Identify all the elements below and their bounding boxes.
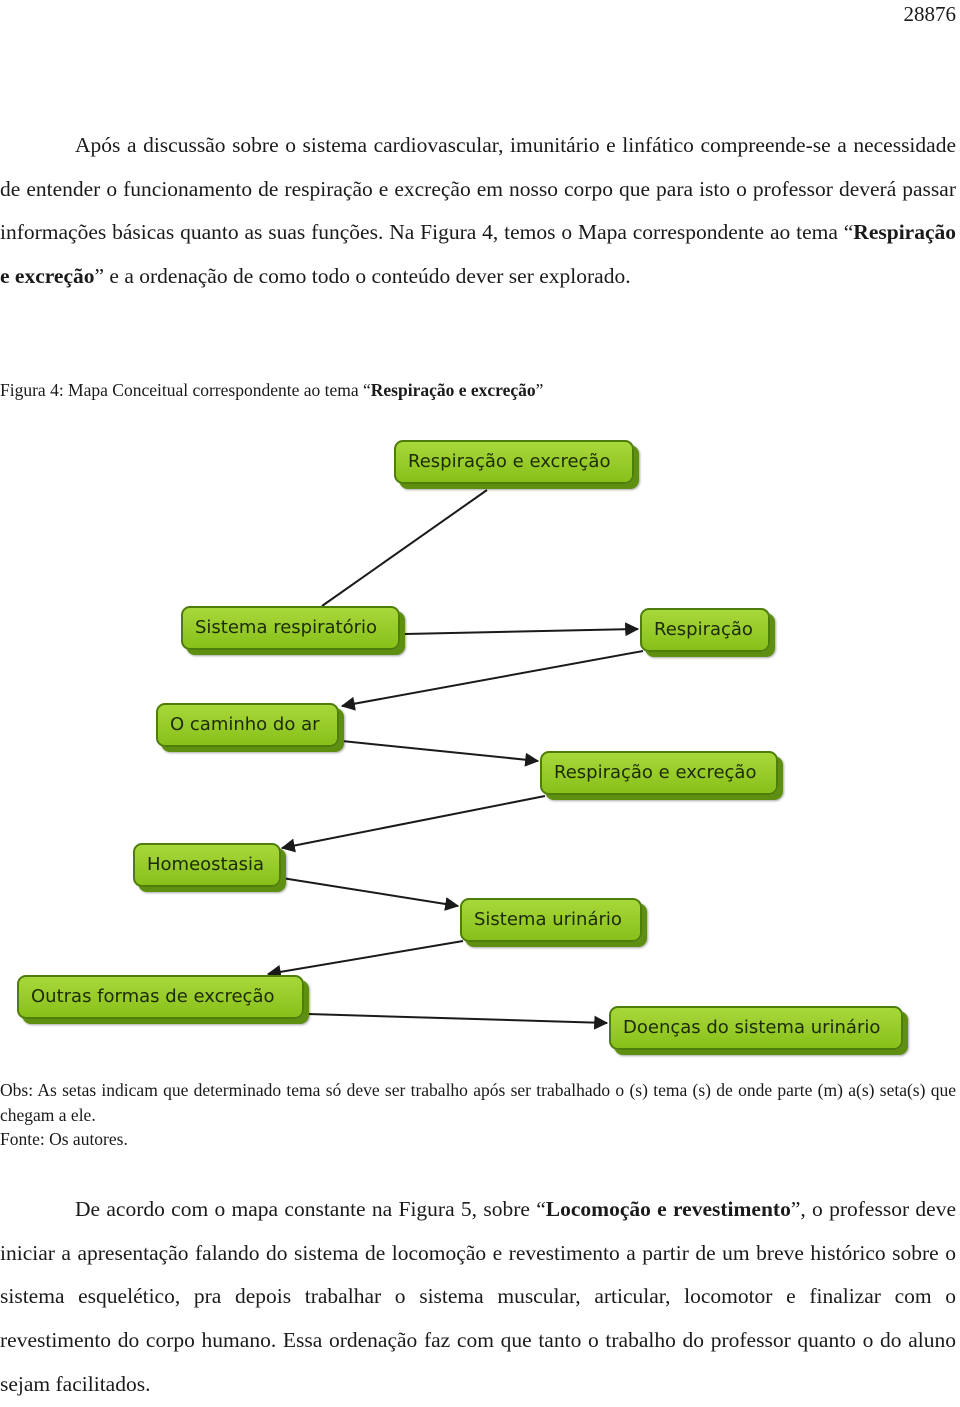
locomocao-text-2: ”, o professor deve iniciar a apresentação falando do sistema de locomoção e revestimento a partir de um breve histórico sobre o sistema esquelético, pra depois trabalhar o sistema muscular, articular, locomotor e finalizar com o revestimento do corpo humano. Essa ordenação faz com que tanto o trabalho do professor quanto o do aluno sejam facilitados. (0, 1197, 956, 1396)
figure-notes (0, 1078, 956, 1152)
edge-outras-formas-to-doencas (308, 1014, 607, 1023)
intro-bold-topic: Respiração e excreção (0, 220, 956, 289)
node-homeostasia: Homeostasia (133, 843, 281, 887)
node-outras-formas-de-excrecao: Outras formas de excreção (17, 975, 304, 1019)
caption-prefix: Figura 4: Mapa Conceitual correspondente ao tema “ (0, 380, 371, 400)
node-sistema-urinario: Sistema urinário (460, 898, 642, 942)
edge-respiracao-excrecao-to-homeostasia (282, 796, 545, 848)
node-respiracao-e-excrecao-root: Respiração e excreção (394, 440, 634, 484)
caption-suffix: ” (535, 380, 544, 400)
node-doencas-do-sistema-urinario: Doenças do sistema urinário (609, 1006, 903, 1050)
node-sistema-respiratorio: Sistema respiratório (181, 606, 400, 650)
edge-homeostasia-to-sistema-urinario (282, 878, 458, 906)
locomocao-bold-topic: Locomoção e revestimento (545, 1197, 791, 1221)
intro-text-1: Após a discussão sobre o sistema cardiovascular, imunitário e linfático compreende-se a necessidade de entender o funcionamento de respiração e excreção em nosso corpo que para isto o professor deverá passar informações básicas quanto as suas funções. Na Figura 4, temos o Mapa correspondente ao tema “ (0, 133, 956, 245)
node-respiracao: Respiração (640, 608, 770, 652)
source-note: Fonte: Os autores. (0, 1129, 128, 1149)
locomocao-paragraph (0, 1188, 956, 1407)
edge-sistema-urinario-to-outras-formas (268, 941, 463, 974)
edge-sistema-respiratorio-to-respiracao (405, 629, 638, 634)
edge-respiracao-to-caminho-do-ar (342, 651, 643, 706)
figure-caption (0, 380, 543, 401)
edge-caminho-do-ar-to-respiracao-excrecao (342, 741, 538, 761)
edge-root-to-sistema-respiratorio (322, 490, 487, 606)
node-respiracao-e-excrecao: Respiração e excreção (540, 751, 778, 795)
caption-bold-topic: Respiração e excreção (370, 380, 536, 400)
obs-note: Obs: As setas indicam que determinado tema só deve ser trabalho após ser trabalhado o (s) tema (s) de onde parte (m) a(s) seta(s) que chegam a ele. (0, 1080, 956, 1125)
page-number: 28876 (903, 2, 956, 26)
intro-paragraph (0, 124, 956, 299)
node-o-caminho-do-ar: O caminho do ar (156, 703, 339, 747)
intro-text-2: ” e a ordenação de como todo o conteúdo dever ser explorado. (94, 264, 631, 289)
locomocao-text-1: De acordo com o mapa constante na Figura 5, sobre “ (75, 1197, 546, 1221)
